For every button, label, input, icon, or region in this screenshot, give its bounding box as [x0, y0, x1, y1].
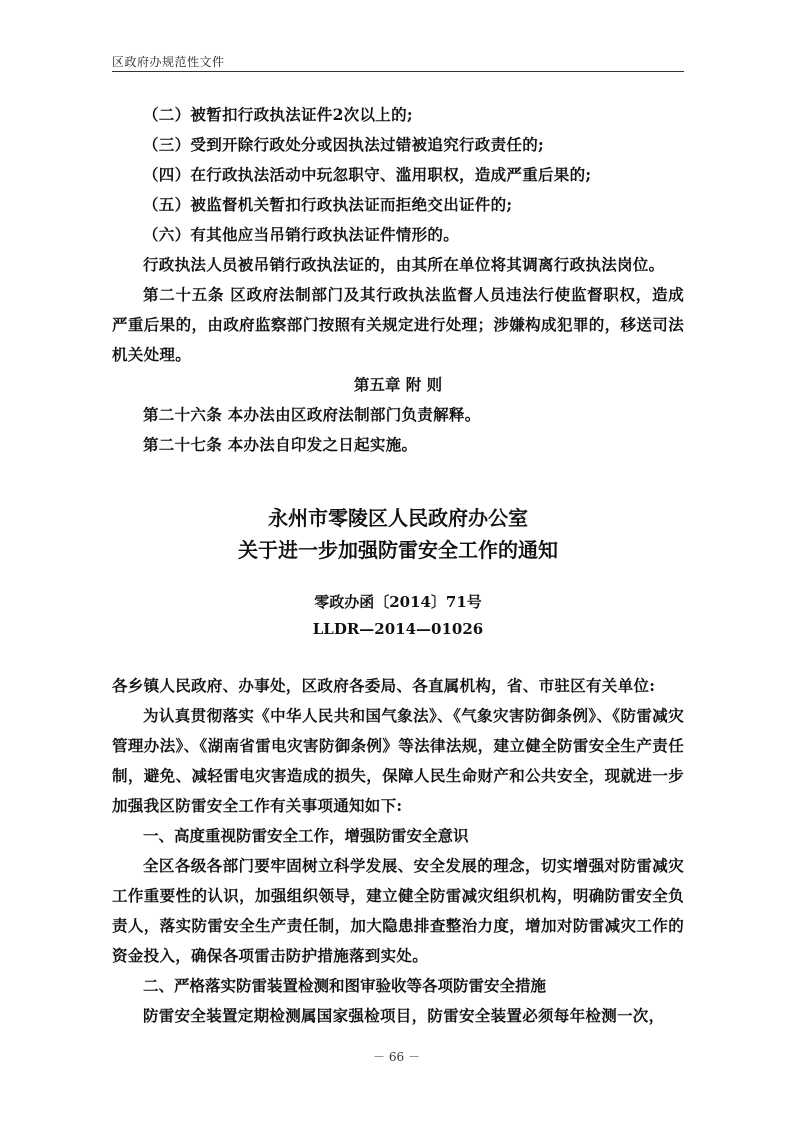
- notice-title-line2: 关于进一步加强防雷安全工作的通知: [238, 538, 558, 562]
- list-item: （二）被暂扣行政执法证件2次以上的;: [143, 105, 413, 124]
- section-paragraph-2: 防雷安全装置定期检测属国家强检项目，防雷安全装置必须每年检测一次，: [143, 1006, 665, 1025]
- list-item: （六）有其他应当吊销行政执法证件情形的。: [143, 225, 460, 244]
- article-27: 第二十七条 本办法自印发之日起实施。: [143, 435, 418, 454]
- section-heading-2: 二、严格落实防雷装置检测和图审验收等各项防雷安全措施: [143, 977, 547, 995]
- registration-number: LLDR—2014—01026: [312, 620, 484, 638]
- header-rule: [112, 71, 684, 72]
- article-26: 第二十六条 本办法由区政府法制部门负责解释。: [143, 405, 481, 424]
- document-number: 零政办函〔2014〕71号: [314, 593, 482, 611]
- list-item: （三）受到开除行政处分或因执法过错被追究行政责任的;: [143, 135, 545, 154]
- top-section: [112, 100, 684, 460]
- page-number: － 66 －: [373, 1050, 420, 1064]
- chapter-heading: 第五章 附 则: [353, 375, 443, 394]
- addressee: 各乡镇人民政府、办事处，区政府各委局、各直属机构，省、市驻区有关单位:: [112, 676, 656, 695]
- page-header: 区政府办规范性文件: [112, 55, 225, 69]
- section-paragraph-1: 全区各级各部门要牢固树立科学发展、安全发展的理念，切实增强对防雷减灾工作重要性的认识，加强组织领导，建立健全防雷减灾组织机构，明确防雷安全负责人，落实防雷安全生产责任制，加大隐患排查整治力度，增加对防雷减灾工作的资金投入，确保各项雷击防护措施落到实处。: [112, 856, 684, 965]
- list-item: （四）在行政执法活动中玩忽职守、滥用职权，造成严重后果的;: [143, 165, 592, 184]
- list-item: （五）被监督机关暂扣行政执法证而拒绝交出证件的;: [143, 195, 513, 214]
- notice-title-line1: 永州市零陵区人民政府办公室: [268, 506, 528, 530]
- paragraph-revoke: 行政执法人员被吊销行政执法证的，由其所在单位将其调离行政执法岗位。: [143, 255, 665, 274]
- section-heading-1: 一、高度重视防雷安全工作，增强防雷安全意识: [143, 827, 469, 845]
- intro-paragraph: 为认真贯彻落实《中华人民共和国气象法》、《气象灾害防御条例》、《防雷减灾管理办法》、《湖南省雷电灾害防御条例》等法律法规，建立健全防雷安全生产责任制，避免、减轻雷电灾害造成的损失，保障人民生命财产和公共安全，现就进一步加强我区防雷安全工作有关事项通知如下:: [112, 706, 684, 815]
- article-25: 第二十五条 区政府法制部门及其行政执法监督人员违法行使监督职权，造成严重后果的，由政府监察部门按照有关规定进行处理；涉嫌构成犯罪的，移送司法机关处理。: [112, 285, 684, 364]
- notice-body: [112, 671, 684, 1031]
